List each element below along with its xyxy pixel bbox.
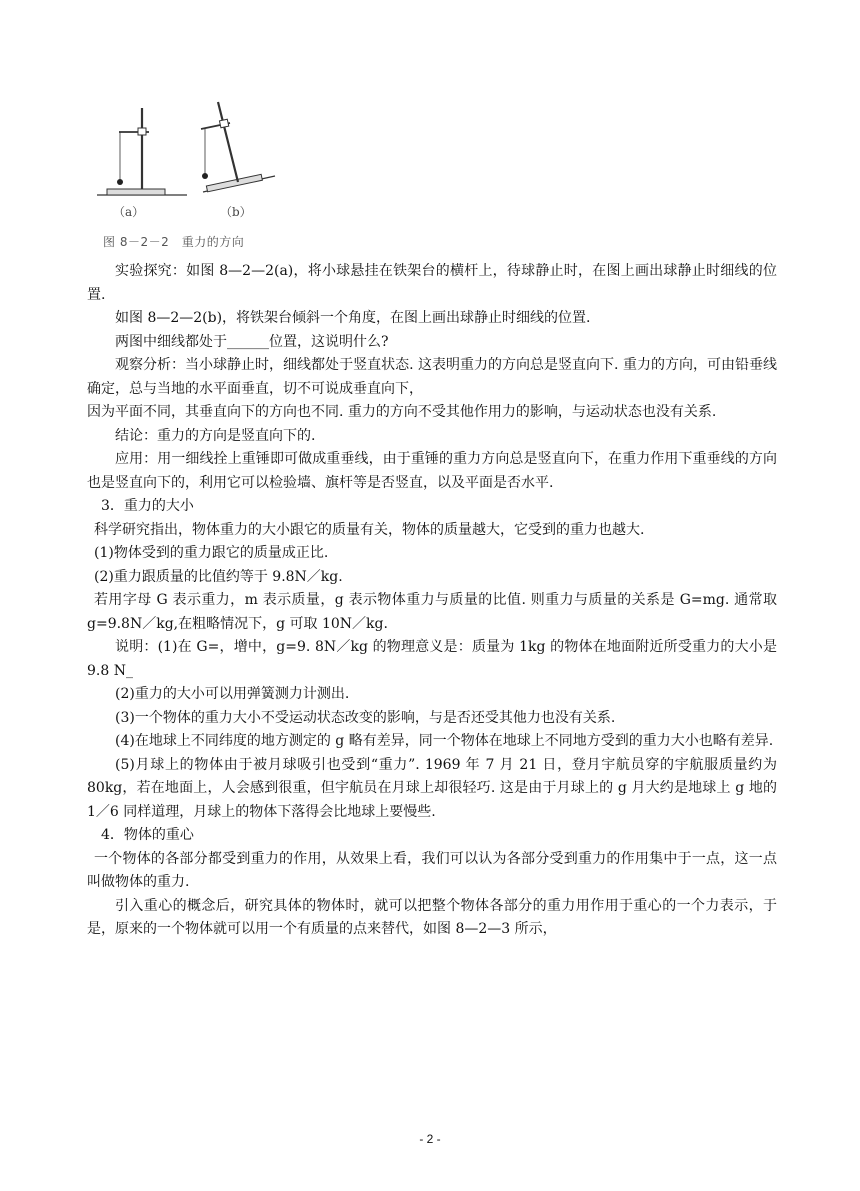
heading-gravity-magnitude: 3．重力的大小 [101, 498, 194, 514]
figure-caption: 图 8－2－2 重力的方向 [103, 235, 245, 249]
paragraph-question: 两图中细线都处于______位置，这说明什么? [115, 333, 389, 350]
paragraph-analysis-cont: 因为平面不同，其垂直向下的方向也不同. 重力的方向不受其他作用力的影响，与运动状态也没有关系. [87, 404, 717, 420]
page-number: - 2 - [419, 1132, 441, 1146]
paragraph-note-5: (5)月球上的物体由于被月球吸引也受到“重力”. 1969 年 7 月 21 日，登月宇航员穿的宇航服质量约为 80kg，若在地面上，人会感到很重，但宇航员在月球上却很轻巧. 这是由于月球上的 g 月大约是地球上 g 地的 1／6 同样道理，月球上的物体下落得会比地球上要慢些. [87, 756, 777, 820]
paragraph-note-2: (2)重力的大小可以用弹簧测力计测出. [115, 686, 350, 702]
paragraph-center-definition: 一个物体的各部分都受到重力的作用，从效果上看，我们可以认为各部分受到重力的作用集中于一点，这一点叫做物体的重力. [87, 850, 777, 890]
paragraph-center-application: 引入重心的概念后，研究具体的物体时，就可以把整个物体各部分的重力用作用于重心的一个力表示，于是，原来的一个物体就可以用一个有质量的点来替代，如图 8—2—3 所示， [87, 897, 777, 937]
paragraph-conclusion: 结论：重力的方向是竖直向下的. [115, 427, 316, 444]
gravity-direction-figure [95, 96, 285, 226]
figure-label-a: （a） [113, 205, 145, 219]
stand-a-drawing [97, 108, 187, 195]
paragraph-research: 科学研究指出，物体重力的大小跟它的质量有关，物体的质量越大，它受到的重力也越大. [94, 521, 645, 538]
paragraph-point-1: (1)物体受到的重力跟它的质量成正比. [94, 545, 329, 561]
stand-b-drawing [201, 102, 275, 192]
heading-center-of-gravity: 4．物体的重心 [101, 827, 194, 843]
paragraph-formula: 若用字母 G 表示重力，m 表示质量，g 表示物体重力与质量的比值. 则重力与质量的关系是 G=mg. 通常取 g=9.8N／kg,在粗略情况下，g 可取 10N／kg. [87, 592, 777, 632]
document-body [87, 260, 777, 942]
paragraph-tilt: 如图 8—2—2(b)，将铁架台倾斜一个角度，在图上画出球静止时细线的位置. [115, 310, 591, 326]
paragraph-analysis: 观察分析：当小球静止时，细线都处于竖直状态. 这表明重力的方向总是竖直向下. 重力的方向，可由铅垂线确定，总与当地的水平面垂直，切不可说成垂直向下， [87, 357, 777, 397]
paragraph-note-1: 说明：(1)在 G=，增中，g=9. 8N／kg 的物理意义是：质量为 1kg 的物体在地面附近所受重力的大小是 9.8 N_ [87, 639, 777, 679]
figure-label-b: （b） [220, 205, 252, 219]
paragraph-application: 应用：用一细线拴上重锤即可做成重垂线，由于重锤的重力方向总是竖直向下，在重力作用下重垂线的方向也是竖直向下的，利用它可以检验墙、旗杆等是否竖直，以及平面是否水平. [87, 451, 777, 491]
paragraph-note-4: (4)在地球上不同纬度的地方测定的 g 略有差异，同一个物体在地球上不同地方受到的重力大小也略有差异. [115, 733, 774, 749]
paragraph-point-2: (2)重力跟质量的比值约等于 9.8N／kg. [94, 568, 343, 585]
paragraph-experiment: 实验探究：如图 8—2—2(a)，将小球悬挂在铁架台的横杆上，待球静止时，在图上画出球静止时细线的位置. [87, 263, 777, 303]
paragraph-note-3: (3)一个物体的重力大小不受运动状态改变的影响，与是否还受其他力也没有关系. [115, 709, 616, 726]
